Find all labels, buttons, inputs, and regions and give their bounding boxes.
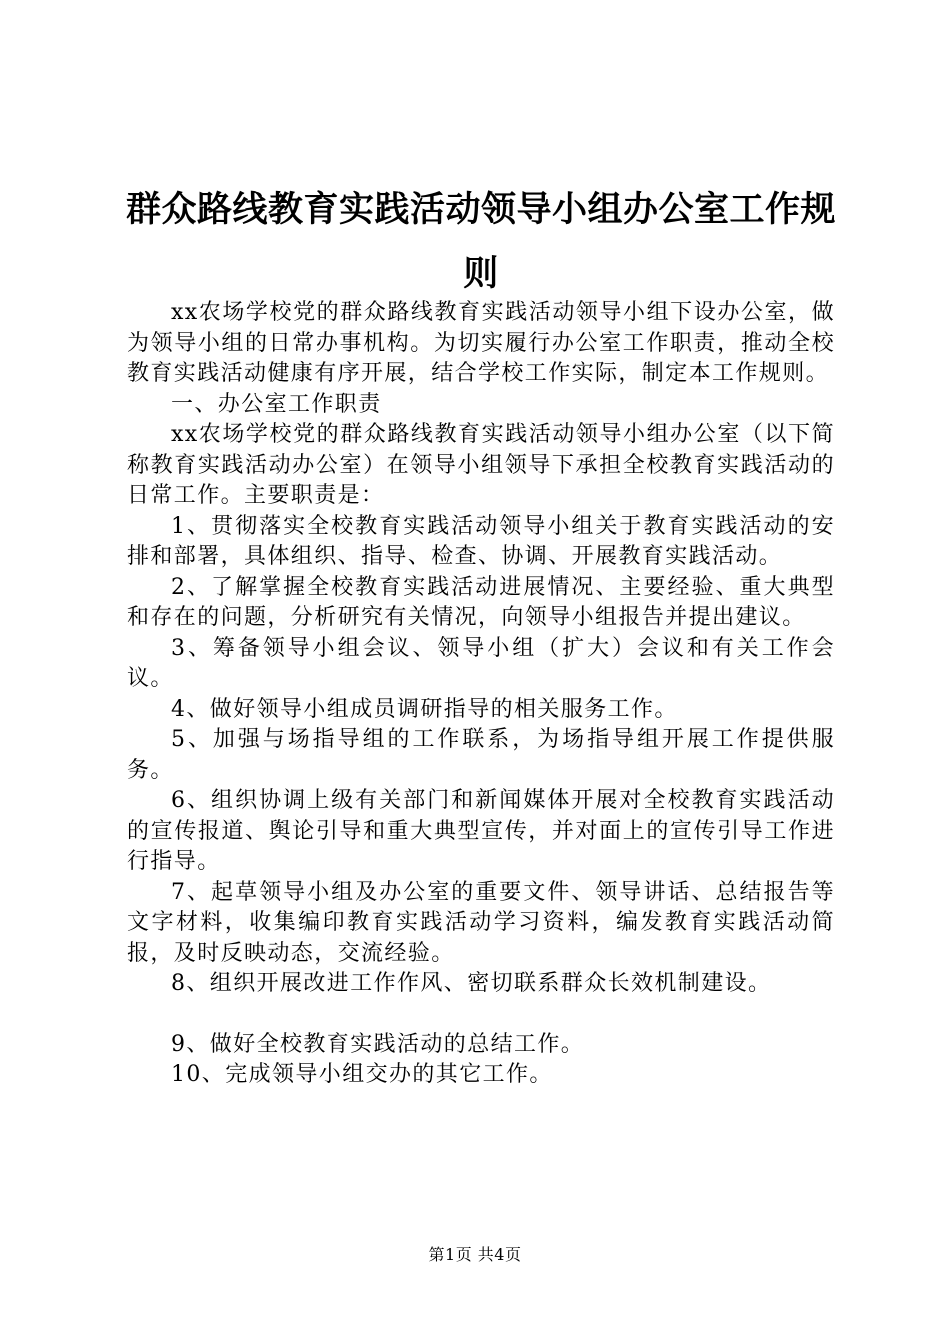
duty-item-8: 8、组织开展改进工作作风、密切联系群众长效机制建设。 (171, 971, 772, 996)
duty-item-3: 3、筹备领导小组会议、领导小组（扩大）会议和有关工作会议。 (127, 635, 835, 691)
duty-item-6: 6、组织协调上级有关部门和新闻媒体开展对全校教育实践活动的宣传报道、舆论引导和重大典型宣传，并对面上的宣传引导工作进行指导。 (127, 788, 835, 874)
duty-item-7: 7、起草领导小组及办公室的重要文件、领导讲话、总结报告等文字材料，收集编印教育实践活动学习资料，编发教育实践活动简报，及时反映动态，交流经验。 (127, 879, 835, 966)
duty-item-5: 5、加强与场指导组的工作联系，为场指导组开展工作提供服务。 (127, 727, 835, 783)
document-body (127, 298, 835, 1091)
document-title (125, 178, 837, 306)
title-line-1: 群众路线教育实践活动领导小组办公室工作规 (125, 190, 836, 230)
page-footer (0, 1244, 950, 1266)
duty-item-2: 2、了解掌握全校教育实践活动进展情况、主要经验、重大典型和存在的问题，分析研究有关情况，向领导小组报告并提出建议。 (127, 574, 835, 630)
intro-paragraph: xx农场学校党的群众路线教育实践活动领导小组下设办公室，做为领导小组的日常办事机构。为切实履行办公室工作职责，推动全校教育实践活动健康有序开展，结合学校工作实际，制定本工作规则。 (127, 300, 835, 386)
title-line-2: 则 (463, 254, 499, 294)
section-heading: 一、办公室工作职责 (171, 391, 382, 417)
duty-item-9: 9、做好全校教育实践活动的总结工作。 (171, 1031, 585, 1057)
duty-item-1: 1、贯彻落实全校教育实践活动领导小组关于教育实践活动的安排和部署，具体组织、指导、检查、协调、开展教育实践活动。 (127, 513, 835, 569)
duty-item-10: 10、完成领导小组交办的其它工作。 (171, 1062, 553, 1087)
duties-intro-paragraph: xx农场学校党的群众路线教育实践活动领导小组办公室（以下简称教育实践活动办公室）在领导小组领导下承担全校教育实践活动的日常工作。主要职责是： (127, 422, 835, 508)
duty-item-4: 4、做好领导小组成员调研指导的相关服务工作。 (171, 696, 678, 722)
page-number: 第1页 共4页 (428, 1245, 522, 1264)
